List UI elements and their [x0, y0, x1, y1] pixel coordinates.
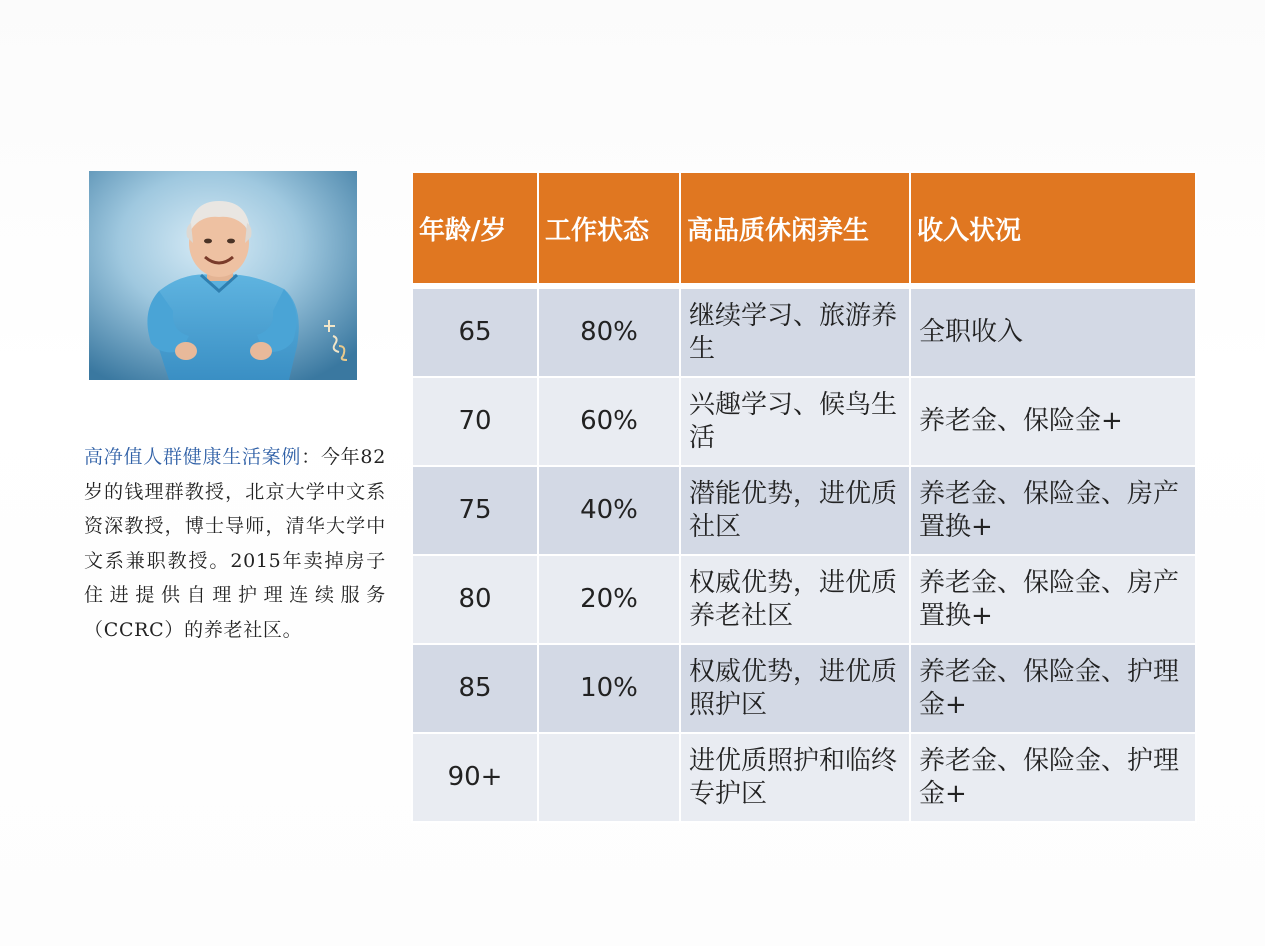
- caption-colon: ：: [301, 446, 321, 468]
- header-work-status: 工作状态: [538, 172, 680, 286]
- cell-income: 养老金、保险金+: [910, 377, 1196, 466]
- case-caption: [84, 440, 386, 647]
- cell-leisure: 权威优势，进优质照护区: [680, 644, 910, 733]
- cell-income: 全职收入: [910, 286, 1196, 377]
- calligraphy-signature-icon: [321, 316, 351, 362]
- cell-income: 养老金、保险金、房产置换+: [910, 466, 1196, 555]
- cell-age: 70: [412, 377, 538, 466]
- cell-age: 75: [412, 466, 538, 555]
- cell-work: 10%: [538, 644, 680, 733]
- portrait-illustration: [89, 171, 357, 380]
- cell-work: 20%: [538, 555, 680, 644]
- table-row: [412, 644, 1196, 733]
- table-row: [412, 377, 1196, 466]
- cell-income: 养老金、保险金、房产置换+: [910, 555, 1196, 644]
- cell-age: 80: [412, 555, 538, 644]
- cell-leisure: 权威优势，进优质养老社区: [680, 555, 910, 644]
- portrait-photo: [89, 171, 357, 380]
- cell-work: 60%: [538, 377, 680, 466]
- table-row: [412, 286, 1196, 377]
- caption-body: 今年82岁的钱理群教授，北京大学中文系资深教授，博士导师，清华大学中文系兼职教授。2015年卖掉房子住进提供自理护理连续服务（CCRC）的养老社区。: [84, 446, 387, 641]
- table-row: [412, 466, 1196, 555]
- cell-leisure: 进优质照护和临终专护区: [680, 733, 910, 822]
- table-row: [412, 555, 1196, 644]
- cell-income: 养老金、保险金、护理金+: [910, 644, 1196, 733]
- age-stage-table: [411, 171, 1197, 823]
- cell-leisure: 继续学习、旅游养生: [680, 286, 910, 377]
- header-income: 收入状况: [910, 172, 1196, 286]
- cell-work: 40%: [538, 466, 680, 555]
- cell-leisure: 潜能优势，进优质社区: [680, 466, 910, 555]
- caption-title: 高净值人群健康生活案例: [84, 446, 302, 468]
- cell-age: 85: [412, 644, 538, 733]
- table-header-row: [412, 172, 1196, 286]
- cell-age: 65: [412, 286, 538, 377]
- cell-work: 80%: [538, 286, 680, 377]
- header-age: 年龄/岁: [412, 172, 538, 286]
- table-row: [412, 733, 1196, 822]
- cell-age: 90+: [412, 733, 538, 822]
- cell-leisure: 兴趣学习、候鸟生活: [680, 377, 910, 466]
- header-leisure: 高品质休闲养生: [680, 172, 910, 286]
- cell-work: [538, 733, 680, 822]
- cell-income: 养老金、保险金、护理金+: [910, 733, 1196, 822]
